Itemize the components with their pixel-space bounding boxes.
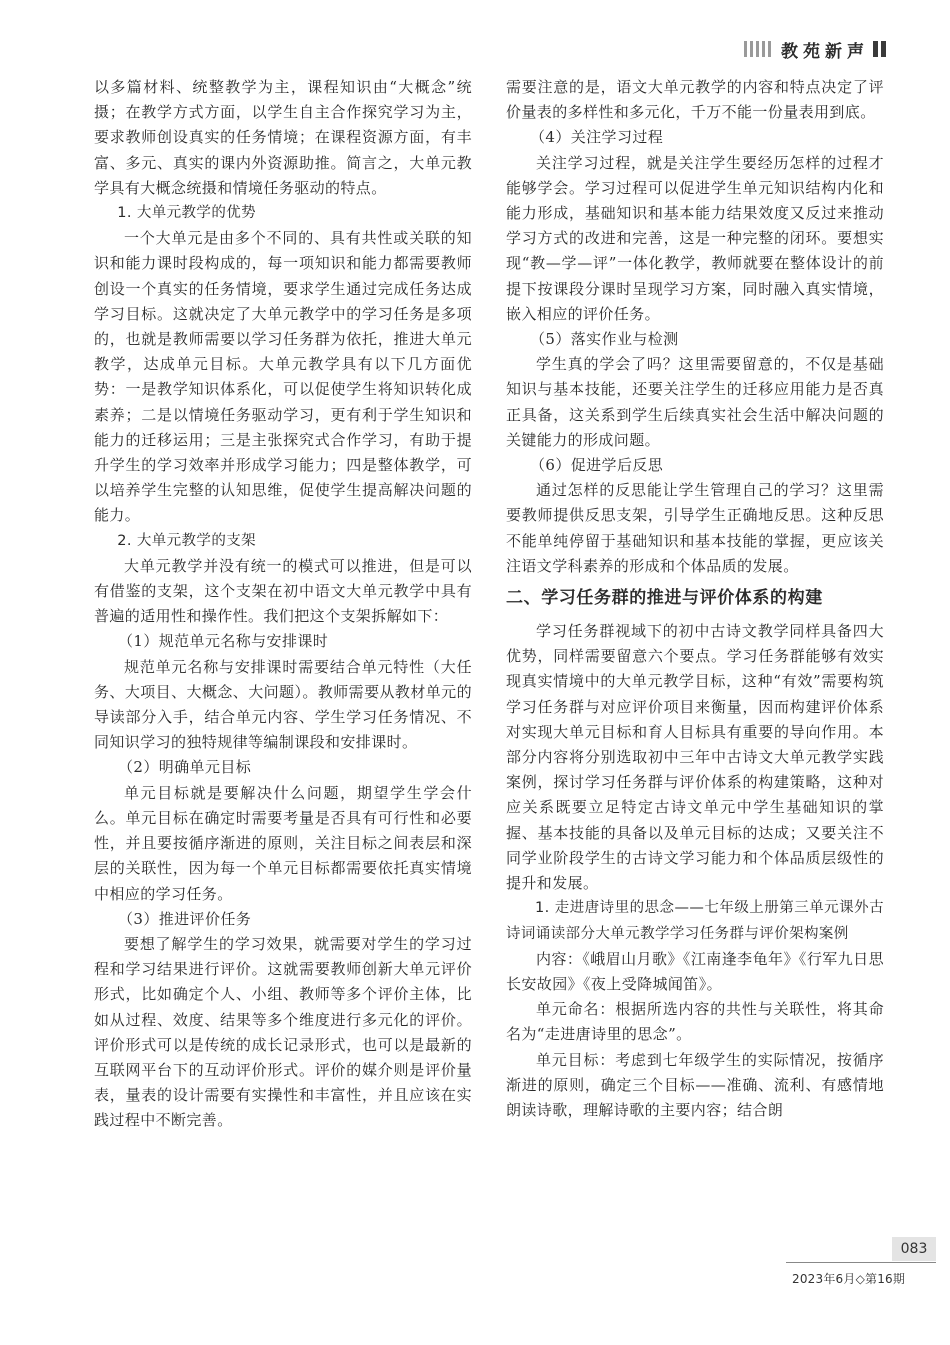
header-decoration-bars — [744, 41, 771, 57]
left-column — [94, 75, 472, 1134]
section-heading-2: 二、学习任务群的推进与评价体系的构建 — [506, 588, 823, 609]
header-end-bar-2 — [881, 41, 886, 57]
paragraph: 关注学习过程，就是关注学生要经历怎样的过程才能够学会。学习过程可以促进学生单元知识结构内化和能力形成，基础知识和基本能力结果效度又反过来推动学习方式的改进和完善，这是一种完整的闭环。要想实现“教—学—评”一体化教学，教师就要在整体设计的前提下按课段分课时呈现学习方案，同时融入真实情境，嵌入相应的评价任务。 — [506, 153, 884, 323]
paragraph: 通过怎样的反思能让学生管理自己的学习？这里需要教师提供反思支架，引导学生正确地反思。这种反思不能单纯停留于基础知识和基本技能的掌握，更应该关注语文学科素养的形成和个体品质的发展。 — [506, 481, 884, 575]
paragraph: 以多篇材料、统整教学为主，课程知识由“大概念”统摄；在教学方式方面，以学生自主合作探究学习为主，要求教师创设真实的任务情境；在课程资源方面，有丰富、多元、真实的课内外资源助推。简言之，大单元教学具有大概念统摄和情境任务驱动的特点。 — [94, 78, 472, 197]
page-number: 083 — [892, 1237, 936, 1261]
list-heading-4: （4）关注学习过程 — [530, 128, 664, 147]
list-heading-1: （1）规范单元名称与安排课时 — [118, 632, 329, 651]
section-header — [744, 38, 886, 60]
section-title: 教苑新声 — [781, 41, 869, 62]
list-heading-3: （3）推进评价任务 — [118, 909, 252, 928]
paragraph: 学习任务群视域下的初中古诗文教学同样具备四大优势，同样需要留意六个要点。学习任务群能够有效实现真实情境中的大单元教学目标，这种“有效”需要构筑学习任务群与对应评价项目来衡量，因而构建评价体系对实现大单元目标和育人目标具有重要的导向作用。本部分内容将分别选取初中三年中古诗文大单元教学实践案例，探讨学习任务群与评价体系的构建策略，这种对应关系既要立足特定古诗文单元中学生基础知识的掌握、基本技能的具备以及单元目标的达成；又要关注不同学业阶段学生的古诗文学习能力和个体品质层级性的提升和发展。 — [506, 622, 884, 893]
list-heading-6: （6）促进学后反思 — [530, 456, 664, 475]
list-heading-5: （5）落实作业与检测 — [530, 330, 679, 349]
subheading-scaffold: 2. 大单元教学的支架 — [117, 532, 257, 549]
paragraph: 内容：《峨眉山月歌》《江南逢李龟年》《行军九日思长安故园》《夜上受降城闻笛》。 — [506, 949, 884, 993]
paragraph: 单元目标就是要解决什么问题，期望学生学会什么。单元目标在确定时需要考量是否具有可行性和必要性，并且要按循序渐进的原则，关注目标之间表层和深层的关联性，因为每一个单元目标都需要依托真实情境中相应的学习任务。 — [94, 783, 472, 903]
paragraph: 单元命名：根据所选内容的共性与关联性，将其命名为“走进唐诗里的思念”。 — [506, 1000, 884, 1044]
list-heading-2: （2）明确单元目标 — [118, 758, 252, 777]
paragraph: 需要注意的是，语文大单元教学的内容和特点决定了评价量表的多样性和多元化，千万不能一份量表用到底。 — [506, 78, 884, 122]
case-heading-1: 1. 走进唐诗里的思念——七年级上册第三单元课外古诗词诵读部分大单元教学学习任务群与评价架构案例 — [506, 900, 884, 942]
footer-divider — [786, 1262, 936, 1263]
paragraph: 大单元教学并没有统一的模式可以推进，但是可以有借鉴的支架，这个支架在初中语文大单元教学中具有普遍的适用性和操作性。我们把这个支架拆解如下： — [94, 556, 472, 626]
paragraph: 一个大单元是由多个不同的、具有共性或关联的知识和能力课时段构成的，每一项知识和能力都需要教师创设一个真实的任务情境，要求学生通过完成任务达成学习目标。这就决定了大单元教学中的学习任务是多项的，也就是教师需要以学习任务群为依托，推进大单元教学，达成单元目标。大单元教学具有以下几方面优势：一是教学知识体系化，可以促使学生将知识转化成素养；二是以情境任务驱动学习，更有利于学生知识和能力的迁移运用；三是主张探究式合作学习，有助于提升学生的学习效率并形成学习能力；四是整体教学，可以培养学生完整的认知思维，促使学生提高解决问题的能力。 — [94, 229, 472, 525]
subheading-advantages: 1. 大单元教学的优势 — [117, 205, 257, 222]
paragraph: 规范单元名称与安排课时需要结合单元特性（大任务、大项目、大概念、大问题）。教师需要从教材单元的导读部分入手，结合单元内容、学生学习任务情况、不同知识学习的独特规律等编制课段和安排课时。 — [94, 657, 472, 752]
header-end-bar — [873, 41, 878, 57]
paragraph: 要想了解学生的学习效果，就需要对学生的学习过程和学习结果进行评价。这就需要教师创新大单元评价形式，比如确定个人、小组、教师等多个评价主体，比如从过程、效度、结果等多个维度进行多元化的评价。评价形式可以是传统的成长记录形式，也可以是最新的互联网平台下的互动评价形式。评价的媒介则是评价量表，量表的设计需要有实操性和丰富性，并且应该在实践过程中不断完善。 — [94, 934, 472, 1130]
paragraph: 学生真的学会了吗？这里需要留意的，不仅是基础知识与基本技能，还要关注学生的迁移应用能力是否真正具备，这关系到学生后续真实社会生活中解决问题的关键能力的形成问题。 — [506, 355, 884, 449]
paragraph: 单元目标：考虑到七年级学生的实际情况，按循序渐进的原则，确定三个目标——准确、流利、有感情地朗读诗歌，理解诗歌的主要内容；结合朗 — [506, 1050, 884, 1119]
issue-label: 2023年6月◇第16期 — [792, 1272, 906, 1286]
right-column — [506, 75, 884, 1123]
